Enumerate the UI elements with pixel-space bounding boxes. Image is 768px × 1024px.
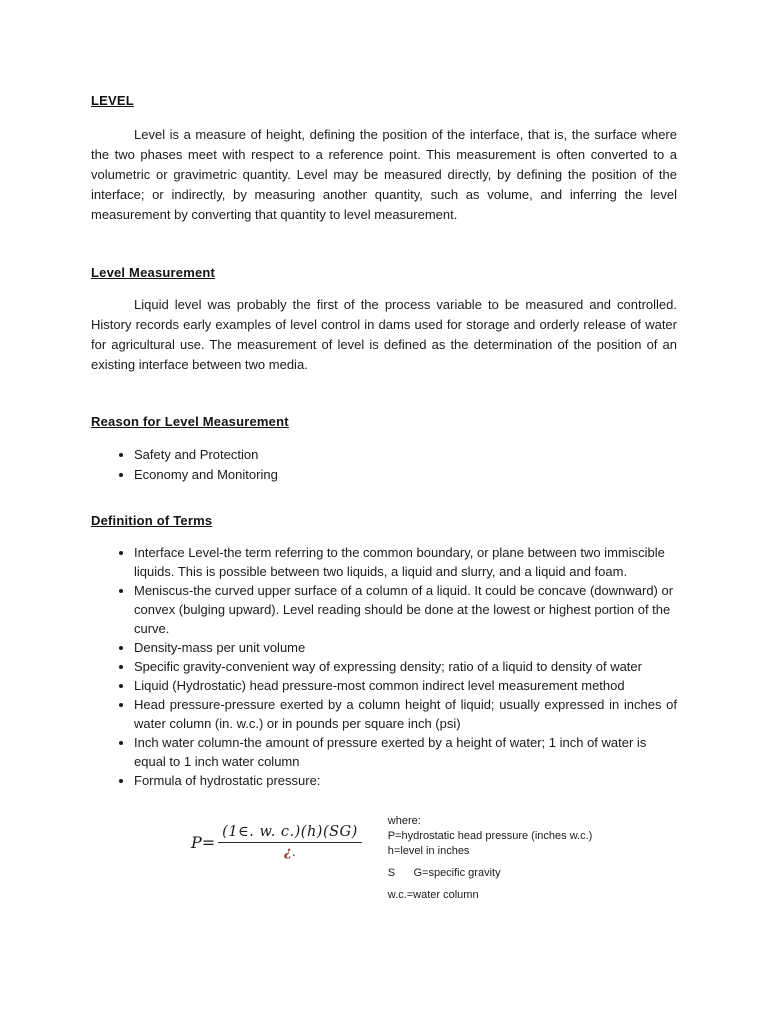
where-label: where: [387,815,421,827]
list-item: • Economy and Monitoring [134,465,677,485]
where-line-level: h=level in inches [387,845,470,857]
formula-denominator-mark: ¿ [284,845,292,860]
list-item: • Specific gravity-convenient way of expressing density; ratio of a liquid to density of water [134,657,677,676]
list-item: • Formula of hydrostatic pressure: [134,771,677,790]
list-item: • Liquid (Hydrostatic) head pressure-most common indirect level measurement method [134,676,677,695]
formula-denominator-dot: . [291,845,296,860]
section-heading-level-measurement: Level Measurement [91,265,216,280]
intro-paragraph: Level is a measure of height, defining the position of the interface, that is, the surface where the two phases meet with respect to a reference point. This measurement is often converted to a volumetric or gravimetric quantity. Level may be measured directly, by defining the position of the interface; or indirectly, by measuring another quantity, such as volume, and inferring the level measurement by converting that quantity to level measurement. [91,127,677,222]
level-measurement-paragraph: Liquid level was probably the first of the process variable to be measured and controlled. History records early examples of level control in dams used for storage and orderly release of water for agricultural use. The measurement of level is defined as the determination of the position of an existing interface between two media. [91,297,677,372]
list-item: • Interface Level-the term referring to the common boundary, or plane between two immiscible liquids. This is possible between two liquids, a liquid and slurry, and a liquid and foam. [134,543,677,581]
where-line-pressure: P=hydrostatic head pressure (inches w.c.) [387,830,593,842]
formula-numerator: (1∈. w. c.)(h)(SG) [218,824,362,843]
definitions-list [91,543,677,790]
reasons-list [91,445,677,484]
page-title: LEVEL [91,93,134,108]
list-item: • Inch water column-the amount of pressure exerted by a height of water; 1 inch of water is equal to 1 inch water column [134,733,677,771]
list-item: • Meniscus-the curved upper surface of a column of a liquid. It could be concave (downward) or convex (bulging upward). Level reading should be done at the lowest or highest portion of the curve. [134,581,677,638]
section-heading-definitions: Definition of Terms [91,513,213,528]
list-item: • Head pressure-pressure exerted by a column height of liquid; usually expressed in inches of water column (in. w.c.) or in pounds per square inch (psi) [134,695,677,733]
formula-fraction [218,824,362,860]
formula-legend [388,814,593,903]
formula-lhs: P= [191,832,216,852]
formula-denominator [218,843,362,860]
list-item: • Safety and Protection [134,445,677,465]
where-line-water-column: w.c.=water column [387,889,479,901]
list-item: • Density-mass per unit volume [134,638,677,657]
hydrostatic-formula-block [91,814,677,903]
where-line-specific-gravity: S G=specific gravity [387,867,501,879]
section-heading-reason: Reason for Level Measurement [91,414,289,429]
hydrostatic-pressure-formula [191,824,362,860]
